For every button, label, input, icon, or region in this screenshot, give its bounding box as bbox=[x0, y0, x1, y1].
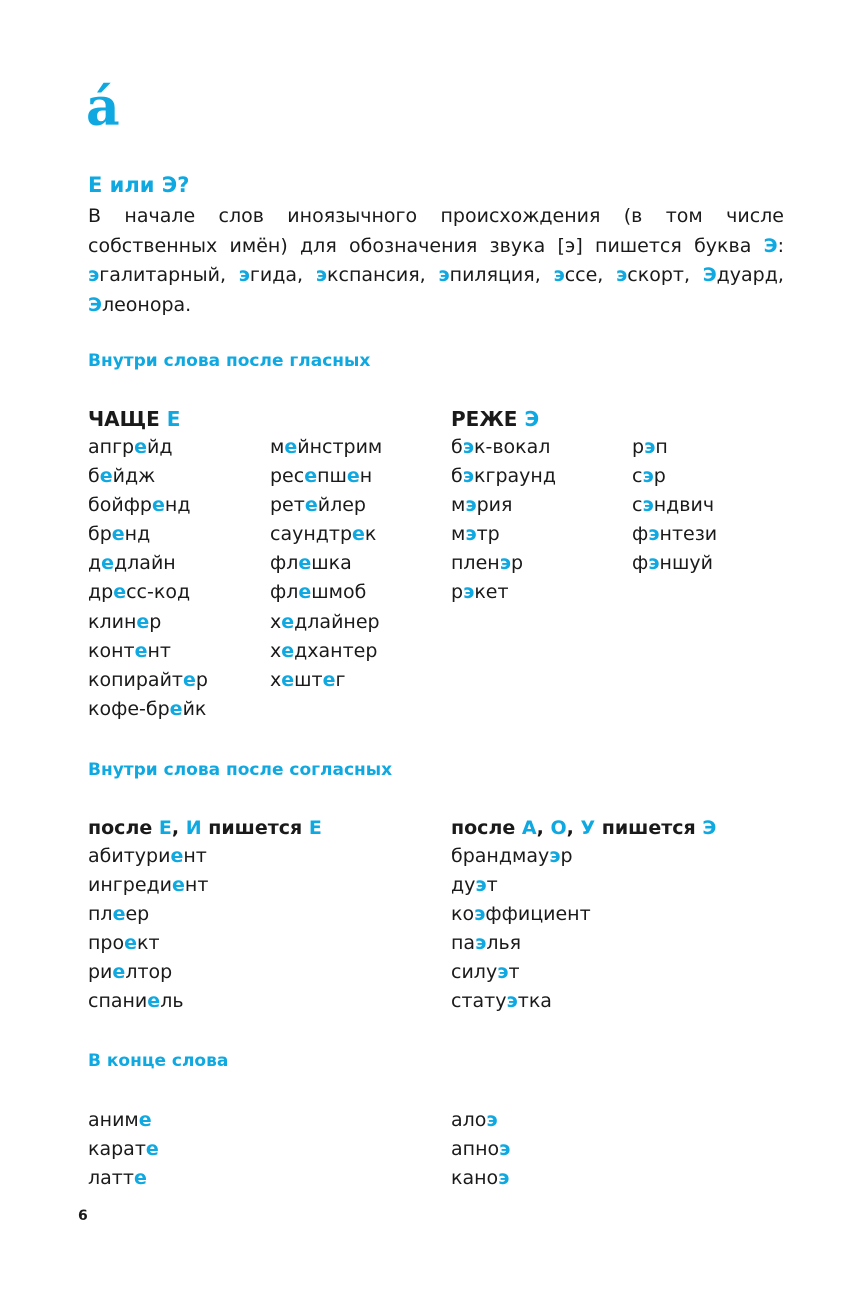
word: эскорт bbox=[616, 264, 684, 286]
intro-letter: Э bbox=[763, 234, 778, 257]
word: алоэ bbox=[451, 1109, 498, 1131]
word: бейдж bbox=[88, 465, 156, 488]
column-less-1 bbox=[451, 405, 556, 608]
word: брандмауэр bbox=[451, 845, 573, 867]
word: клинер bbox=[88, 610, 162, 633]
word: контент bbox=[88, 639, 171, 662]
word: латте bbox=[88, 1167, 147, 1190]
subheading-consonants: Внутри слова после согласных bbox=[88, 760, 393, 780]
column-header-after-e-i: после Е, И пишется Е bbox=[88, 817, 322, 839]
column-header-less: РЕЖЕ Э bbox=[451, 407, 540, 431]
word: бренд bbox=[88, 523, 151, 546]
word: эгида bbox=[238, 264, 298, 286]
word: флешмоб bbox=[270, 581, 367, 604]
column-after-e-i bbox=[88, 814, 322, 1017]
word: эпиляция bbox=[438, 264, 535, 286]
word-list bbox=[451, 1106, 510, 1193]
word: Элеонора bbox=[88, 293, 186, 316]
word: сэр bbox=[632, 465, 666, 488]
word: пленэр bbox=[451, 552, 524, 575]
column-end-eh bbox=[451, 1106, 510, 1193]
word: спаниель bbox=[88, 990, 184, 1013]
column-header-more: ЧАЩЕ Е bbox=[88, 407, 181, 431]
word: ингредиент bbox=[88, 874, 209, 897]
word: дресс-код bbox=[88, 581, 191, 604]
column-header-after-a-o-u: после А, О, У пишется Э bbox=[451, 817, 717, 839]
word: хедлайнер bbox=[270, 610, 380, 633]
word: абитуриент bbox=[88, 845, 207, 867]
word: бойфренд bbox=[88, 494, 191, 517]
word: карате bbox=[88, 1138, 159, 1161]
word: мэрия bbox=[451, 494, 513, 517]
word-list bbox=[88, 433, 208, 724]
word-list bbox=[88, 1106, 159, 1193]
word: мейнстрим bbox=[270, 436, 383, 458]
word: флешка bbox=[270, 552, 352, 575]
word: хештег bbox=[270, 668, 346, 691]
word-list bbox=[451, 842, 716, 1017]
word: паэлья bbox=[451, 932, 522, 955]
word: фэнтези bbox=[632, 523, 718, 546]
subheading-vowels: Внутри слова после гласных bbox=[88, 351, 371, 371]
word: хедхантер bbox=[270, 639, 378, 662]
page-title: Е или Э? bbox=[88, 173, 190, 197]
word: рэп bbox=[632, 436, 668, 458]
word-list bbox=[88, 842, 322, 1017]
word: эгалитарный bbox=[88, 264, 220, 286]
word: саундтрек bbox=[270, 523, 377, 546]
intro-examples: эгалитарный, эгида, экспансия, эпиляция, эссе, эскорт, Эдуард, Элеонора. bbox=[88, 264, 784, 316]
word-list bbox=[632, 433, 717, 578]
word: плеер bbox=[88, 903, 150, 926]
word: дедлайн bbox=[88, 552, 176, 575]
word: сэндвич bbox=[632, 494, 715, 517]
word: дуэт bbox=[451, 874, 498, 897]
column-more-1 bbox=[88, 405, 208, 724]
publisher-logo: á bbox=[86, 77, 120, 138]
word: фэншуй bbox=[632, 552, 713, 575]
word: кофе-брейк bbox=[88, 697, 207, 720]
word: рэкет bbox=[451, 581, 509, 604]
word: апноэ bbox=[451, 1138, 511, 1161]
column-end-e bbox=[88, 1106, 159, 1193]
word: ресепшен bbox=[270, 465, 373, 488]
column-after-a-o-u bbox=[451, 814, 716, 1017]
word: коэффициент bbox=[451, 903, 591, 926]
column-less-2 bbox=[632, 433, 717, 578]
word: риелтор bbox=[88, 961, 173, 984]
word: апгрейд bbox=[88, 436, 173, 458]
word-list bbox=[451, 433, 556, 608]
word: мэтр bbox=[451, 523, 500, 546]
word: силуэт bbox=[451, 961, 520, 984]
word: бэк-вокал bbox=[451, 436, 551, 458]
word-list bbox=[270, 433, 382, 695]
word: каноэ bbox=[451, 1167, 510, 1190]
column-more-2 bbox=[270, 433, 382, 695]
word: аниме bbox=[88, 1109, 152, 1131]
word: проект bbox=[88, 932, 160, 955]
subheading-end: В конце слова bbox=[88, 1051, 229, 1071]
word: бэкграунд bbox=[451, 465, 556, 488]
word: эссе bbox=[553, 264, 598, 286]
word: экспансия bbox=[315, 264, 420, 286]
word: копирайтер bbox=[88, 668, 208, 691]
intro-text: В начале слов иноязычного происхождения (в том числе собственных имён) для обозначения звука [э] пишется буква bbox=[88, 205, 784, 257]
word: статуэтка bbox=[451, 990, 552, 1013]
page-number: 6 bbox=[78, 1208, 88, 1224]
intro-paragraph: В начале слов иноязычного происхождения (в том числе собственных имён) для обозначения звука [э] пишется буква Э: эгалитарный, эгида, экспансия, эпиляция, эссе, эскорт, Эдуард, Элеонора. bbox=[88, 205, 784, 316]
word: Эдуард bbox=[702, 264, 778, 286]
word: ретейлер bbox=[270, 494, 366, 517]
